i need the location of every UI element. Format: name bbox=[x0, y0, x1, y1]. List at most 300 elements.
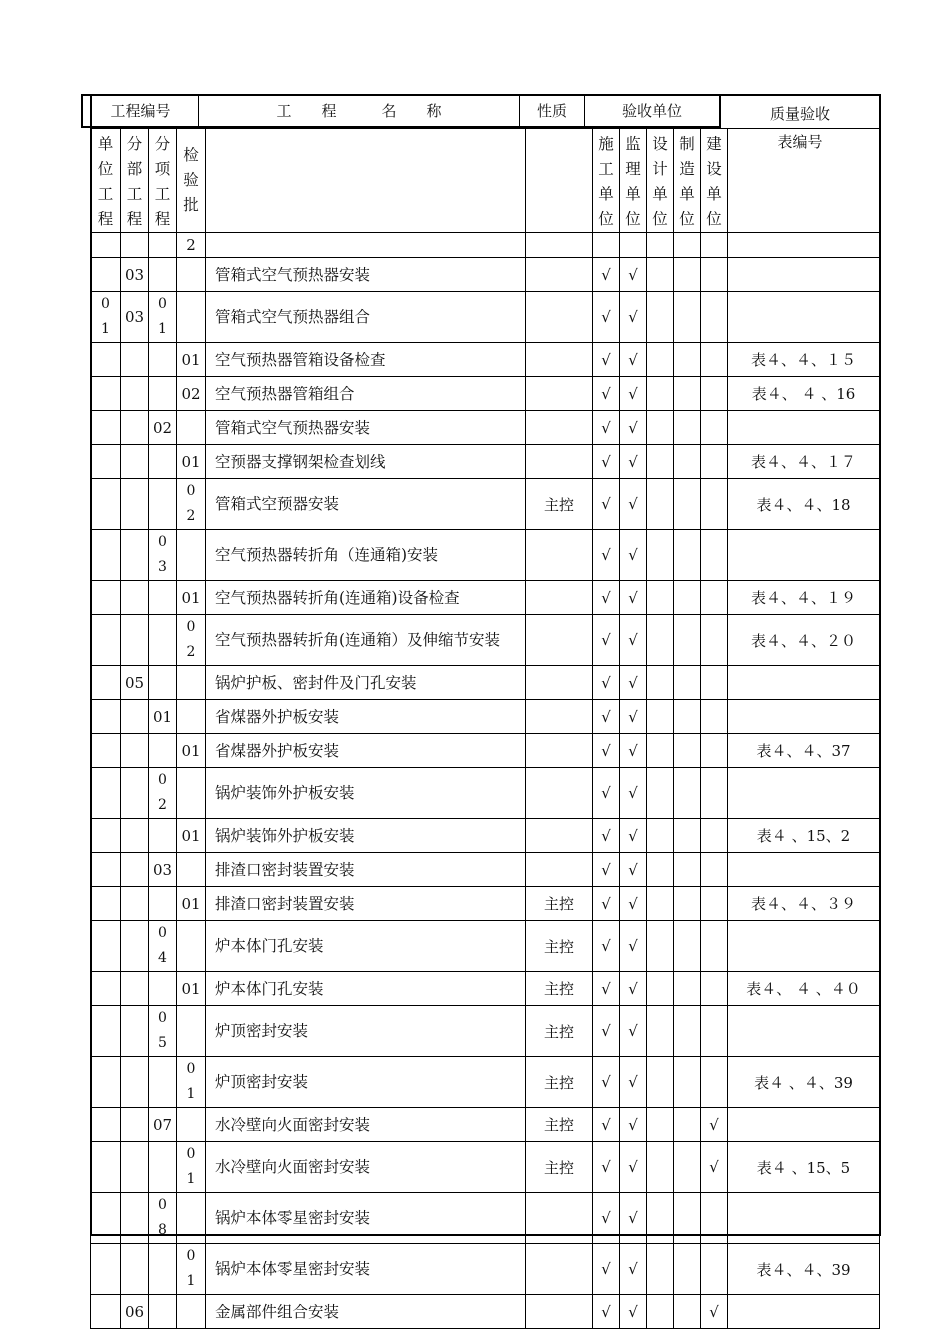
table-row bbox=[91, 666, 880, 700]
table-row bbox=[91, 530, 880, 581]
owner-check bbox=[701, 377, 728, 411]
manufacture-check bbox=[674, 233, 701, 258]
unit-project-cell bbox=[91, 734, 121, 768]
construction-check: √ bbox=[593, 445, 620, 479]
item-name-cell: 省煤器外护板安装 bbox=[206, 700, 526, 734]
inspection-batch-cell bbox=[177, 1295, 206, 1329]
supervision-check: √ bbox=[620, 853, 647, 887]
supervision-check: √ bbox=[620, 768, 647, 819]
sub-project-cell bbox=[121, 377, 149, 411]
inspection-batch-cell: 2 bbox=[177, 233, 206, 258]
sub-project-cell bbox=[121, 1193, 149, 1244]
design-check bbox=[647, 530, 674, 581]
unit-project-cell bbox=[91, 1006, 121, 1057]
supervision-check: √ bbox=[620, 972, 647, 1006]
item-name-cell: 炉顶密封安装 bbox=[206, 1057, 526, 1108]
owner-check bbox=[701, 700, 728, 734]
unit-project-cell bbox=[91, 700, 121, 734]
table-row bbox=[91, 258, 880, 292]
supervision-check: √ bbox=[620, 343, 647, 377]
manufacture-check bbox=[674, 887, 701, 921]
unit-project-cell bbox=[91, 887, 121, 921]
construction-check: √ bbox=[593, 666, 620, 700]
item-project-cell bbox=[149, 377, 177, 411]
item-project-cell: 0 5 bbox=[149, 1006, 177, 1057]
project-no-header: 工程编号 bbox=[83, 96, 199, 126]
quality-form-cell: 表４、４、３９ bbox=[728, 887, 880, 921]
sub-project-cell: 03 bbox=[121, 292, 149, 343]
inspection-batch-cell bbox=[177, 1193, 206, 1244]
table-row bbox=[91, 1006, 880, 1057]
item-project-cell bbox=[149, 258, 177, 292]
manufacture-check bbox=[674, 445, 701, 479]
sub-project-cell bbox=[121, 411, 149, 445]
quality-form-cell bbox=[728, 1108, 880, 1142]
item-name-cell: 管箱式空气预热器安装 bbox=[206, 258, 526, 292]
design-check bbox=[647, 666, 674, 700]
unit-project-cell bbox=[91, 972, 121, 1006]
table-row bbox=[91, 581, 880, 615]
owner-check: √ bbox=[701, 1295, 728, 1329]
sub-project-cell bbox=[121, 819, 149, 853]
quality-form-cell: 表４ 、４、39 bbox=[728, 1057, 880, 1108]
manufacture-check bbox=[674, 377, 701, 411]
item-project-cell: 0 1 bbox=[149, 292, 177, 343]
item-project-cell bbox=[149, 1057, 177, 1108]
table-row bbox=[91, 233, 880, 258]
manufacture-check bbox=[674, 581, 701, 615]
item-project-cell bbox=[149, 479, 177, 530]
sub-project-cell bbox=[121, 921, 149, 972]
nature-cell bbox=[526, 768, 593, 819]
inspection-batch-cell: 01 bbox=[177, 972, 206, 1006]
owner-unit-header: 建 设 单 位 bbox=[701, 129, 728, 233]
unit-project-cell bbox=[91, 1057, 121, 1108]
item-name-cell: 排渣口密封装置安装 bbox=[206, 887, 526, 921]
sub-project-cell bbox=[121, 581, 149, 615]
item-project-cell bbox=[149, 581, 177, 615]
sub-project-cell bbox=[121, 1006, 149, 1057]
item-name-cell: 管箱式空气预热器安装 bbox=[206, 411, 526, 445]
item-name-cell: 管箱式空气预热器组合 bbox=[206, 292, 526, 343]
item-name-cell: 空预器支撑钢架检查划线 bbox=[206, 445, 526, 479]
item-name-cell: 锅炉护板、密封件及门孔安装 bbox=[206, 666, 526, 700]
design-check bbox=[647, 768, 674, 819]
unit-project-cell bbox=[91, 411, 121, 445]
supervision-check: √ bbox=[620, 1193, 647, 1244]
manufacture-check bbox=[674, 853, 701, 887]
table-row bbox=[91, 343, 880, 377]
construction-check: √ bbox=[593, 1142, 620, 1193]
nature-cell bbox=[526, 700, 593, 734]
nature-cell bbox=[526, 343, 593, 377]
nature-cell bbox=[526, 445, 593, 479]
design-check bbox=[647, 1244, 674, 1295]
unit-project-header: 单 位 工 程 bbox=[91, 129, 121, 233]
sub-project-cell bbox=[121, 343, 149, 377]
item-project-cell bbox=[149, 1142, 177, 1193]
construction-check: √ bbox=[593, 887, 620, 921]
item-name-cell: 省煤器外护板安装 bbox=[206, 734, 526, 768]
nature-cell bbox=[526, 258, 593, 292]
item-project-cell: 0 3 bbox=[149, 530, 177, 581]
project-name-header: 工 程 名 称 bbox=[199, 96, 520, 126]
table-row bbox=[91, 377, 880, 411]
sub-project-header: 分 部 工 程 bbox=[121, 129, 149, 233]
quality-form-label-2: 表编号 bbox=[777, 133, 823, 151]
supervision-check: √ bbox=[620, 581, 647, 615]
quality-form-cell: 表４、４、１５ bbox=[728, 343, 880, 377]
construction-check: √ bbox=[593, 479, 620, 530]
quality-form-cell bbox=[728, 666, 880, 700]
supervision-check: √ bbox=[620, 292, 647, 343]
nature-cell bbox=[526, 1193, 593, 1244]
design-check bbox=[647, 233, 674, 258]
inspection-batch-cell bbox=[177, 530, 206, 581]
nature-cell: 主控 bbox=[526, 1006, 593, 1057]
quality-form-cell bbox=[728, 700, 880, 734]
manufacture-check bbox=[674, 666, 701, 700]
sub-project-cell bbox=[121, 1244, 149, 1295]
item-project-cell: 07 bbox=[149, 1108, 177, 1142]
sub-project-cell bbox=[121, 734, 149, 768]
manufacture-check bbox=[674, 343, 701, 377]
supervision-check: √ bbox=[620, 1108, 647, 1142]
owner-check bbox=[701, 292, 728, 343]
inspection-batch-cell: 01 bbox=[177, 581, 206, 615]
inspection-batch-header: 检 验 批 bbox=[177, 129, 206, 233]
unit-project-cell bbox=[91, 1142, 121, 1193]
inspection-batch-cell: 0 1 bbox=[177, 1057, 206, 1108]
table-row bbox=[91, 700, 880, 734]
sub-project-cell bbox=[121, 887, 149, 921]
owner-check bbox=[701, 921, 728, 972]
supervision-check: √ bbox=[620, 887, 647, 921]
table-row bbox=[91, 921, 880, 972]
manufacture-check bbox=[674, 921, 701, 972]
supervision-check: √ bbox=[620, 1057, 647, 1108]
quality-form-cell bbox=[728, 233, 880, 258]
unit-project-cell bbox=[91, 258, 121, 292]
table-row bbox=[91, 768, 880, 819]
inspection-batch-cell: 01 bbox=[177, 819, 206, 853]
item-name-cell: 空气预热器管箱设备检查 bbox=[206, 343, 526, 377]
item-name-cell: 水冷壁向火面密封安装 bbox=[206, 1142, 526, 1193]
table-row bbox=[91, 292, 880, 343]
design-unit-header: 设 计 单 位 bbox=[647, 129, 674, 233]
item-project-cell bbox=[149, 615, 177, 666]
quality-form-cell: 表４、４、18 bbox=[728, 479, 880, 530]
sub-project-cell: 05 bbox=[121, 666, 149, 700]
item-project-cell: 03 bbox=[149, 853, 177, 887]
quality-form-cell: 表４ 、15、2 bbox=[728, 819, 880, 853]
table-row bbox=[91, 411, 880, 445]
unit-project-cell bbox=[91, 853, 121, 887]
supervision-check: √ bbox=[620, 1006, 647, 1057]
supervision-check: √ bbox=[620, 819, 647, 853]
owner-check bbox=[701, 768, 728, 819]
owner-check bbox=[701, 819, 728, 853]
inspection-batch-cell bbox=[177, 666, 206, 700]
design-check bbox=[647, 972, 674, 1006]
unit-project-cell bbox=[91, 445, 121, 479]
table-row bbox=[91, 853, 880, 887]
supervision-check bbox=[620, 233, 647, 258]
manufacture-unit-header: 制 造 单 位 bbox=[674, 129, 701, 233]
construction-check: √ bbox=[593, 615, 620, 666]
nature-subheader-blank bbox=[526, 129, 593, 233]
inspection-batch-cell bbox=[177, 768, 206, 819]
sub-project-cell bbox=[121, 479, 149, 530]
item-name-cell: 空气预热器转折角(连通箱)设备检查 bbox=[206, 581, 526, 615]
item-name-cell bbox=[206, 233, 526, 258]
item-project-cell bbox=[149, 1295, 177, 1329]
unit-project-cell bbox=[91, 615, 121, 666]
sub-project-cell: 06 bbox=[121, 1295, 149, 1329]
design-check bbox=[647, 819, 674, 853]
supervision-check: √ bbox=[620, 700, 647, 734]
unit-project-cell bbox=[91, 1108, 121, 1142]
design-check bbox=[647, 734, 674, 768]
owner-check bbox=[701, 233, 728, 258]
manufacture-check bbox=[674, 700, 701, 734]
quality-form-cell: 表４、 ４ 、４０ bbox=[728, 972, 880, 1006]
table-row bbox=[91, 1244, 880, 1295]
owner-check: √ bbox=[701, 1142, 728, 1193]
owner-check bbox=[701, 479, 728, 530]
item-project-cell bbox=[149, 343, 177, 377]
inspection-batch-cell bbox=[177, 411, 206, 445]
item-name-cell: 炉顶密封安装 bbox=[206, 1006, 526, 1057]
owner-check bbox=[701, 258, 728, 292]
nature-cell bbox=[526, 233, 593, 258]
quality-form-cell bbox=[728, 411, 880, 445]
nature-cell bbox=[526, 292, 593, 343]
table-row bbox=[91, 1193, 880, 1244]
sub-project-cell bbox=[121, 700, 149, 734]
owner-check bbox=[701, 853, 728, 887]
supervision-check: √ bbox=[620, 921, 647, 972]
table-row bbox=[91, 1057, 880, 1108]
sub-project-cell bbox=[121, 768, 149, 819]
owner-check bbox=[701, 343, 728, 377]
construction-check: √ bbox=[593, 530, 620, 581]
table-row bbox=[91, 819, 880, 853]
supervision-check: √ bbox=[620, 411, 647, 445]
sub-project-cell: 03 bbox=[121, 258, 149, 292]
manufacture-check bbox=[674, 819, 701, 853]
supervision-check: √ bbox=[620, 258, 647, 292]
construction-check: √ bbox=[593, 258, 620, 292]
manufacture-check bbox=[674, 479, 701, 530]
unit-project-cell bbox=[91, 1295, 121, 1329]
unit-project-cell bbox=[91, 1244, 121, 1295]
unit-project-cell bbox=[91, 343, 121, 377]
owner-check bbox=[701, 1006, 728, 1057]
construction-check: √ bbox=[593, 700, 620, 734]
construction-check: √ bbox=[593, 972, 620, 1006]
table-row bbox=[91, 972, 880, 1006]
construction-check: √ bbox=[593, 1108, 620, 1142]
manufacture-check bbox=[674, 1006, 701, 1057]
inspection-batch-cell bbox=[177, 700, 206, 734]
subheader-row bbox=[91, 129, 880, 233]
inspection-batch-cell: 01 bbox=[177, 887, 206, 921]
quality-form-cell bbox=[728, 258, 880, 292]
item-project-cell: 0 2 bbox=[149, 768, 177, 819]
owner-check bbox=[701, 445, 728, 479]
owner-check bbox=[701, 734, 728, 768]
construction-check: √ bbox=[593, 819, 620, 853]
manufacture-check bbox=[674, 1057, 701, 1108]
nature-cell bbox=[526, 819, 593, 853]
item-name-cell: 炉本体门孔安装 bbox=[206, 921, 526, 972]
manufacture-check bbox=[674, 1193, 701, 1244]
quality-form-cell: 表４、 ４ 、16 bbox=[728, 377, 880, 411]
quality-form-cell bbox=[728, 1006, 880, 1057]
construction-check: √ bbox=[593, 343, 620, 377]
unit-project-cell: 0 1 bbox=[91, 292, 121, 343]
item-name-cell: 金属部件组合安装 bbox=[206, 1295, 526, 1329]
inspection-table bbox=[90, 128, 880, 1329]
inspection-batch-cell: 01 bbox=[177, 343, 206, 377]
construction-check: √ bbox=[593, 411, 620, 445]
nature-cell bbox=[526, 1244, 593, 1295]
owner-check bbox=[701, 887, 728, 921]
item-name-cell: 锅炉装饰外护板安装 bbox=[206, 768, 526, 819]
owner-check bbox=[701, 666, 728, 700]
nature-cell bbox=[526, 666, 593, 700]
table-row bbox=[91, 734, 880, 768]
construction-check: √ bbox=[593, 1006, 620, 1057]
owner-check bbox=[701, 530, 728, 581]
manufacture-check bbox=[674, 972, 701, 1006]
owner-check bbox=[701, 581, 728, 615]
nature-cell: 主控 bbox=[526, 1057, 593, 1108]
inspection-batch-cell bbox=[177, 1108, 206, 1142]
nature-cell: 主控 bbox=[526, 1142, 593, 1193]
nature-cell bbox=[526, 411, 593, 445]
owner-check bbox=[701, 1193, 728, 1244]
inspection-batch-cell bbox=[177, 853, 206, 887]
quality-form-cell: 表４ 、15、5 bbox=[728, 1142, 880, 1193]
sub-project-cell bbox=[121, 615, 149, 666]
manufacture-check bbox=[674, 292, 701, 343]
design-check bbox=[647, 1193, 674, 1244]
nature-header: 性质 bbox=[520, 96, 585, 126]
quality-form-cell: 表４、４、１７ bbox=[728, 445, 880, 479]
quality-form-cell bbox=[728, 768, 880, 819]
manufacture-check bbox=[674, 615, 701, 666]
supervision-check: √ bbox=[620, 479, 647, 530]
item-project-cell bbox=[149, 666, 177, 700]
item-project-cell bbox=[149, 734, 177, 768]
inspection-batch-cell: 0 2 bbox=[177, 479, 206, 530]
item-name-cell: 空气预热器转折角（连通箱)安装 bbox=[206, 530, 526, 581]
nature-cell: 主控 bbox=[526, 972, 593, 1006]
design-check bbox=[647, 411, 674, 445]
item-name-cell: 锅炉本体零星密封安装 bbox=[206, 1244, 526, 1295]
owner-check: √ bbox=[701, 1108, 728, 1142]
owner-check bbox=[701, 972, 728, 1006]
sub-project-cell bbox=[121, 972, 149, 1006]
design-check bbox=[647, 1108, 674, 1142]
sub-project-cell bbox=[121, 853, 149, 887]
construction-check: √ bbox=[593, 581, 620, 615]
item-name-cell: 空气预热器管箱组合 bbox=[206, 377, 526, 411]
inspection-batch-cell: 01 bbox=[177, 445, 206, 479]
item-name-cell: 锅炉装饰外护板安装 bbox=[206, 819, 526, 853]
manufacture-check bbox=[674, 411, 701, 445]
design-check bbox=[647, 1295, 674, 1329]
manufacture-check bbox=[674, 1244, 701, 1295]
supervision-check: √ bbox=[620, 1244, 647, 1295]
unit-project-cell bbox=[91, 921, 121, 972]
supervision-check: √ bbox=[620, 666, 647, 700]
item-project-header: 分 项 工 程 bbox=[149, 129, 177, 233]
item-project-cell: 0 8 bbox=[149, 1193, 177, 1244]
unit-project-cell bbox=[91, 479, 121, 530]
design-check bbox=[647, 887, 674, 921]
construction-check: √ bbox=[593, 921, 620, 972]
unit-project-cell bbox=[91, 768, 121, 819]
inspection-batch-cell: 0 1 bbox=[177, 1244, 206, 1295]
construction-check: √ bbox=[593, 768, 620, 819]
design-check bbox=[647, 853, 674, 887]
design-check bbox=[647, 1057, 674, 1108]
item-project-cell: 01 bbox=[149, 700, 177, 734]
design-check bbox=[647, 377, 674, 411]
unit-project-cell bbox=[91, 233, 121, 258]
quality-form-label: 质量验收 bbox=[769, 105, 830, 123]
quality-form-cell bbox=[728, 1295, 880, 1329]
inspection-batch-cell: 01 bbox=[177, 734, 206, 768]
construction-check: √ bbox=[593, 1295, 620, 1329]
quality-form-cell bbox=[728, 1193, 880, 1244]
nature-cell bbox=[526, 853, 593, 887]
nature-cell bbox=[526, 581, 593, 615]
nature-cell bbox=[526, 377, 593, 411]
supervision-check: √ bbox=[620, 615, 647, 666]
unit-project-cell bbox=[91, 819, 121, 853]
construction-unit-header: 施 工 单 位 bbox=[593, 129, 620, 233]
construction-check: √ bbox=[593, 1244, 620, 1295]
table-row bbox=[91, 887, 880, 921]
item-name-cell: 水冷壁向火面密封安装 bbox=[206, 1108, 526, 1142]
acceptance-units-header: 验收单位 bbox=[621, 102, 682, 120]
item-project-cell bbox=[149, 819, 177, 853]
inspection-batch-cell: 0 1 bbox=[177, 1142, 206, 1193]
owner-check bbox=[701, 1057, 728, 1108]
table-row bbox=[91, 479, 880, 530]
design-check bbox=[647, 445, 674, 479]
sub-project-cell bbox=[121, 1057, 149, 1108]
inspection-batch-cell: 0 2 bbox=[177, 615, 206, 666]
supervision-unit-header: 监 理 单 位 bbox=[620, 129, 647, 233]
design-check bbox=[647, 1142, 674, 1193]
item-name-cell: 管箱式空预器安装 bbox=[206, 479, 526, 530]
owner-check bbox=[701, 615, 728, 666]
manufacture-check bbox=[674, 1142, 701, 1193]
quality-form-cell bbox=[728, 853, 880, 887]
design-check bbox=[647, 258, 674, 292]
quality-form-cell bbox=[728, 292, 880, 343]
table-row bbox=[91, 615, 880, 666]
construction-check: √ bbox=[593, 1193, 620, 1244]
construction-check: √ bbox=[593, 734, 620, 768]
design-check bbox=[647, 292, 674, 343]
construction-check: √ bbox=[593, 1057, 620, 1108]
